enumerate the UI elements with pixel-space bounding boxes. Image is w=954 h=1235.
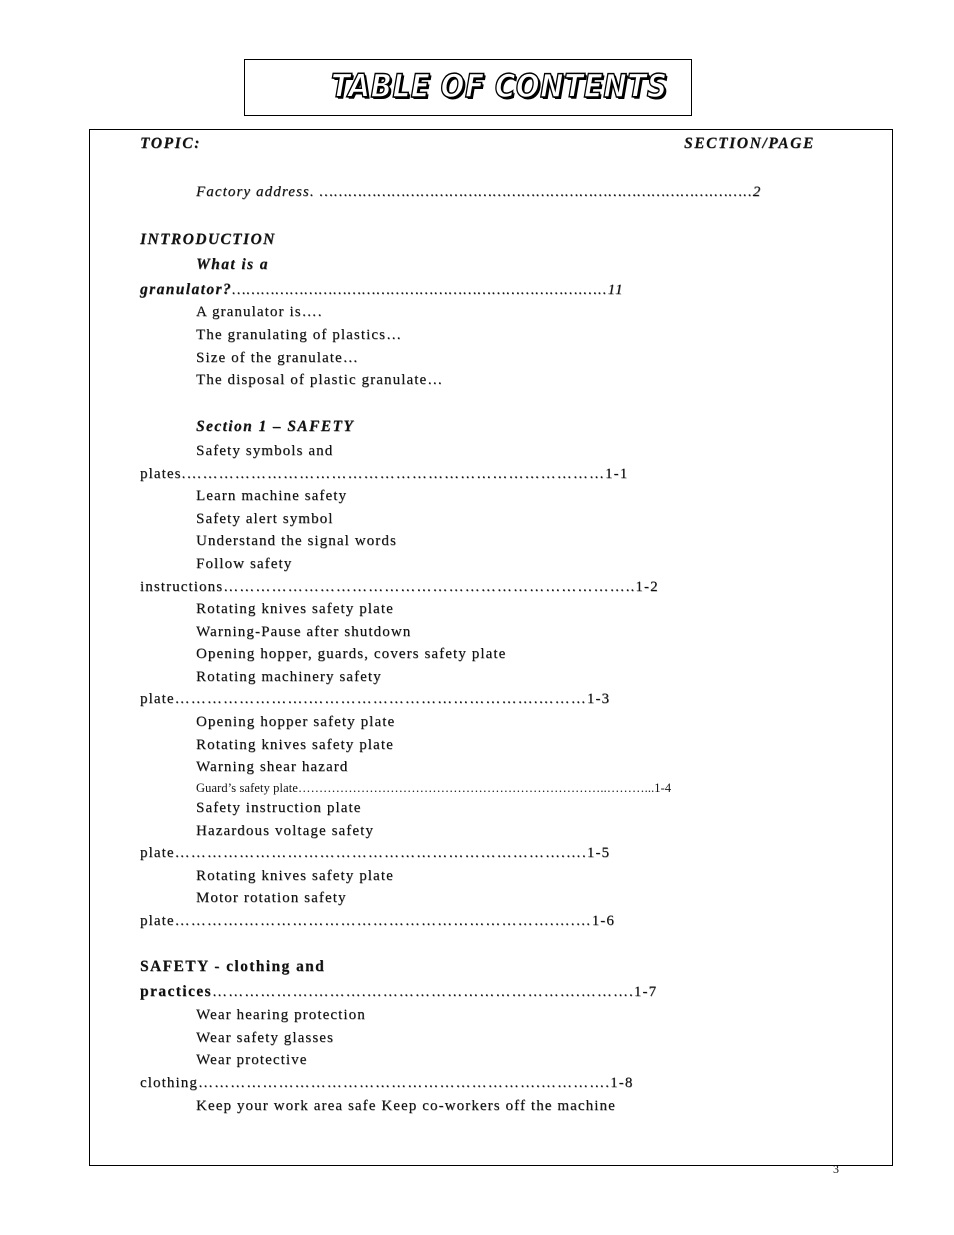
toc-entry-motor: Motor rotation safety	[196, 890, 347, 906]
toc-entry-follow: Follow safety	[196, 556, 293, 572]
toc-entry-shear: Warning shear hazard	[196, 759, 349, 775]
toc-entry-size: Size of the granulate…	[196, 350, 359, 366]
toc-entry-learn: Learn machine safety	[196, 488, 348, 504]
toc-entry-a-granulator: A granulator is….	[196, 304, 323, 320]
toc-entry-disposal: The disposal of plastic granulate…	[196, 372, 444, 388]
toc-entry-glasses: Wear safety glasses	[196, 1030, 334, 1046]
toc-entry-hazardous: Hazardous voltage safety	[196, 823, 375, 839]
title-box	[244, 59, 692, 116]
toc-entry-alert: Safety alert symbol	[196, 511, 334, 527]
toc-entry-opening-2: Opening hopper safety plate	[196, 714, 396, 730]
toc-entry-granulator	[140, 281, 624, 299]
heading-section-1: Section 1 – SAFETY	[196, 418, 355, 435]
toc-entry-opening-1: Opening hopper, guards, covers safety plate	[196, 646, 507, 662]
toc-entry-practices	[140, 983, 657, 1001]
toc-entry-rotating-3: Rotating knives safety plate	[196, 868, 394, 884]
toc-entry-plate-1-5: plate……………………………………………………………….….1-5	[140, 845, 611, 861]
page-number: 3	[833, 1162, 839, 1176]
toc-entry-granulating: The granulating of plastics…	[196, 327, 403, 343]
toc-entry-signal: Understand the signal words	[196, 533, 397, 549]
heading-introduction: INTRODUCTION	[140, 231, 276, 248]
toc-entry-clothing: clothing……………………………………………………….………….1-8	[140, 1075, 634, 1091]
toc-entry-rotating-2: Rotating knives safety plate	[196, 737, 394, 753]
toc-entry-plates: plates.……………………………………………………………………1-1	[140, 466, 629, 482]
toc-entry-what-is: What is a	[196, 256, 269, 273]
factory-leader: ……………………………………………………………………….……..2	[314, 184, 762, 200]
heading-safety-clothing: SAFETY - clothing and	[140, 958, 326, 975]
toc-entry-pause: Warning-Pause after shutdown	[196, 624, 412, 640]
section-page-header: SECTION/PAGE	[684, 135, 815, 152]
toc-entry-symbols: Safety symbols and	[196, 443, 334, 459]
granulator-label: granulator?	[140, 281, 233, 298]
granulator-leader: ……………………………………………………………….…..11	[232, 282, 624, 298]
toc-entry-hearing: Wear hearing protection	[196, 1007, 366, 1023]
toc-entry-keep: Keep your work area safe Keep co-workers off the machine	[196, 1098, 616, 1114]
toc-entry-factory-address	[196, 183, 761, 201]
toc-entry-plate-1-6: plate………….………………………………………………….….…1-6	[140, 913, 615, 929]
page-title: TABLE OF CONTENTS	[331, 67, 668, 105]
topic-header: TOPIC:	[140, 135, 201, 152]
toc-entry-machinery: Rotating machinery safety	[196, 669, 382, 685]
practices-label: practices	[140, 983, 212, 1000]
toc-entry-instruction-plate: Safety instruction plate	[196, 800, 362, 816]
factory-label: Factory address.	[196, 184, 315, 200]
toc-entry-guards: Guard’s safety plate………………………………………………………………..………...1-4	[196, 781, 672, 795]
practices-leader: ……………….……….………………………………….……….1-7	[212, 984, 658, 1000]
toc-entry-instructions: instructions…………………………………………………………………..1-2	[140, 579, 659, 595]
toc-entry-plate-1-3: plate…………………….…………………………………….………1-3	[140, 691, 611, 707]
toc-entry-rotating-1: Rotating knives safety plate	[196, 601, 394, 617]
toc-entry-protective: Wear protective	[196, 1052, 308, 1068]
